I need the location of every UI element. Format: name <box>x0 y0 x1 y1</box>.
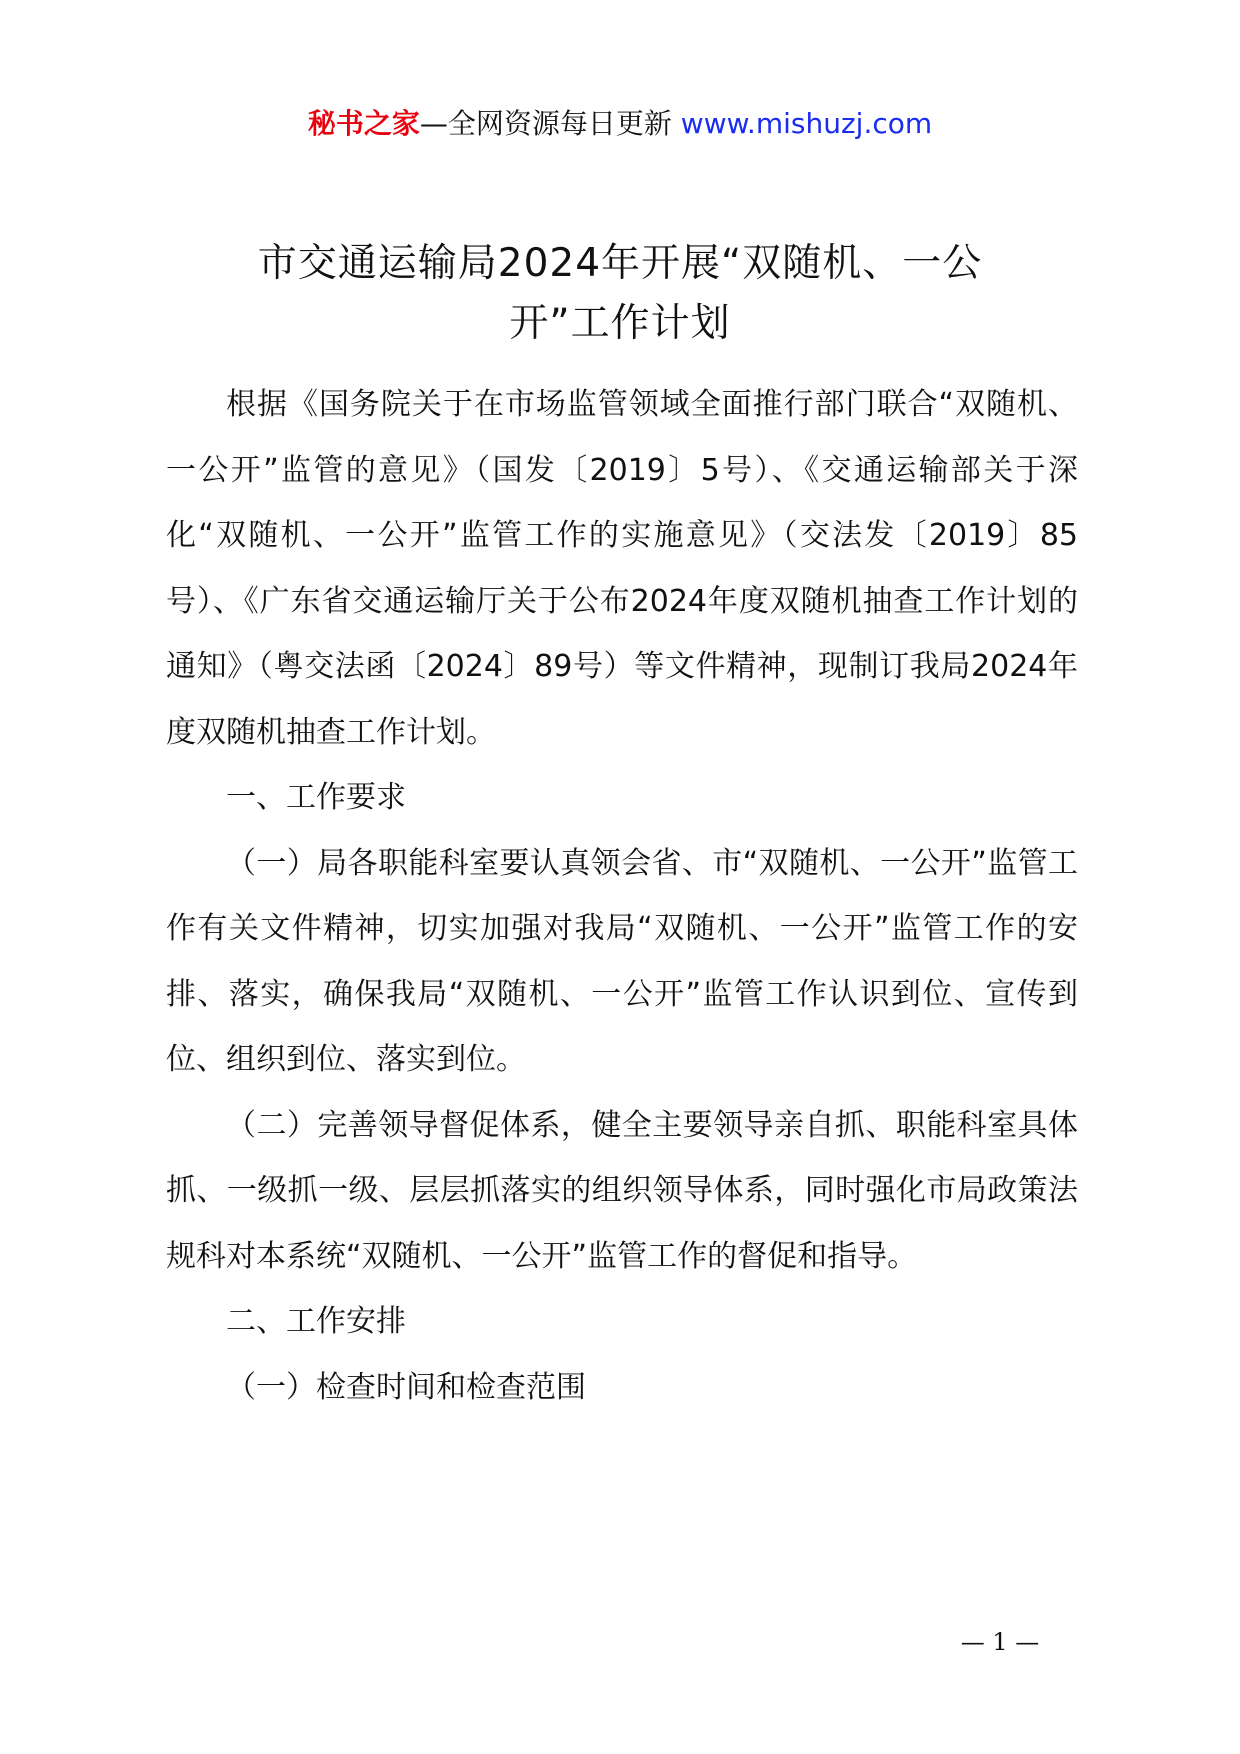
site-watermark-header <box>0 100 1240 148</box>
requirement-paragraph-2: （二）完善领导督促体系，健全主要领导亲自抓、职能科室具体抓、一级抓一级、层层抓落实的组织领导体系，同时强化市局政策法规科对本系统“双随机、一公开”监管工作的督促和指导。 <box>166 1107 1078 1274</box>
document-title-line-2: 开”工作计划 <box>509 301 731 346</box>
page-number: — 1 — <box>960 1628 1040 1656</box>
document-body <box>166 372 1078 1420</box>
site-brand: 秘书之家 <box>307 107 420 140</box>
site-slogan: —全网资源每日更新 <box>419 107 672 140</box>
document-title <box>160 234 1080 354</box>
section-heading-work-arrangement: 二、工作安排 <box>226 1304 406 1339</box>
intro-paragraph: 根据《国务院关于在市场监管领域全面推行部门联合“双随机、一公开”监管的意见》（国发〔2019〕5号）、《交通运输部关于深化“双随机、一公开”监管工作的实施意见》（交法发〔2019〕85号）、《广东省交通运输厅关于公布2024年度双随机抽查工作计划的通知》（粤交法函〔2024〕89号）等文件精神，现制订我局2024年度双随机抽查工作计划。 <box>166 387 1078 750</box>
site-url-link[interactable]: www.mishuzj.com <box>680 107 933 140</box>
subsection-heading-inspection-scope: （一）检查时间和检查范围 <box>226 1369 586 1405</box>
section-heading-work-requirements: 一、工作要求 <box>226 780 406 815</box>
requirement-paragraph-1: （一）局各职能科室要认真领会省、市“双随机、一公开”监管工作有关文件精神，切实加强对我局“双随机、一公开”监管工作的安排、落实，确保我局“双随机、一公开”监管工作认识到位、宣传到位、组织到位、落实到位。 <box>166 845 1078 1077</box>
document-title-line-1: 市交通运输局2024年开展“双随机、一公 <box>257 241 983 286</box>
